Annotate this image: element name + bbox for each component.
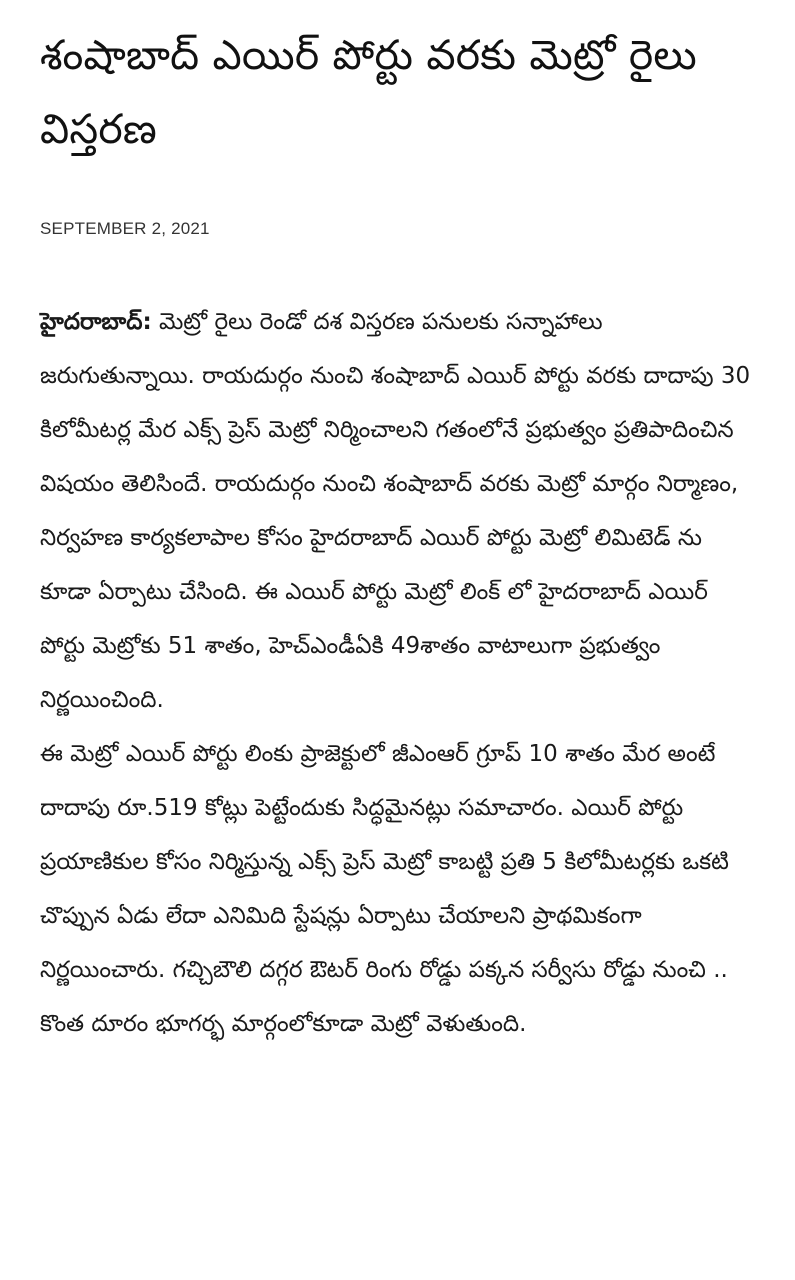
article-title: శంషాబాద్ ఎయిర్ పోర్టు వరకు మెట్రో రైలు విస్తరణ <box>40 31 697 153</box>
article <box>40 18 760 1051</box>
article-date: SEPTEMBER 2, 2021 <box>40 219 210 238</box>
paragraph-text: మెట్రో రైలు రెండో దశ విస్తరణ పనులకు సన్నాహాలు జరుగుతున్నాయి. రాయదుర్గం నుంచి శంషాబాద్ ఎయిర్ పోర్టు వరకు దాదాపు 30 కిలోమీటర్ల మేర ఎక్స్ ప్రెస్ మెట్రో నిర్మించాలని గతంలోనే ప్రభుత్వం ప్రతిపాదించిన విషయం తెలిసిందే. రాయదుర్గం నుంచి శంషాబాద్ వరకు మెట్రో మార్గం నిర్మాణం, నిర్వహణ కార్యకలాపాల కోసం హైదరాబాద్ ఎయిర్ పోర్టు మెట్రో లిమిటెడ్ ను కూడా ఏర్పాటు చేసింది. ఈ ఎయిర్ పోర్టు మెట్రో లింక్ లో హైదరాబాద్ ఎయిర్ పోర్టు మెట్రోకు 51 శాతం, హెచ్ఎండీఏకి 49శాతం వాటాలుగా ప్రభుత్వం నిర్ణయించింది. <box>40 309 751 713</box>
article-paragraph: ఈ మెట్రో ఎయిర్ పోర్టు లింకు ప్రాజెక్టులో జీఎంఆర్ గ్రూప్ 10 శాతం మేర అంటే దాదాపు రూ.519 కోట్లు పెట్టేందుకు సిద్ధమైనట్లు సమాచారం. ఎయిర్ పోర్టు ప్రయాణికుల కోసం నిర్మిస్తున్న ఎక్స్ ప్రెస్ మెట్రో కాబట్టి ప్రతి 5 కిలోమీటర్లకు ఒకటి చొప్పున ఏడు లేదా ఎనిమిది స్టేషన్లు ఏర్పాటు చేయాలని ప్రాథమికంగా నిర్ణయించారు. గచ్చిబౌలి దగ్గర ఔటర్ రింగు రోడ్డు పక్కన సర్వీసు రోడ్డు నుంచి .. కొంత దూరం భూగర్భ మార్గంలోకూడా మెట్రో వెళుతుంది. <box>40 741 729 1037</box>
article-body <box>40 295 760 1051</box>
dateline: హైదరాబాద్: <box>40 309 152 335</box>
article-paragraph <box>40 295 760 727</box>
